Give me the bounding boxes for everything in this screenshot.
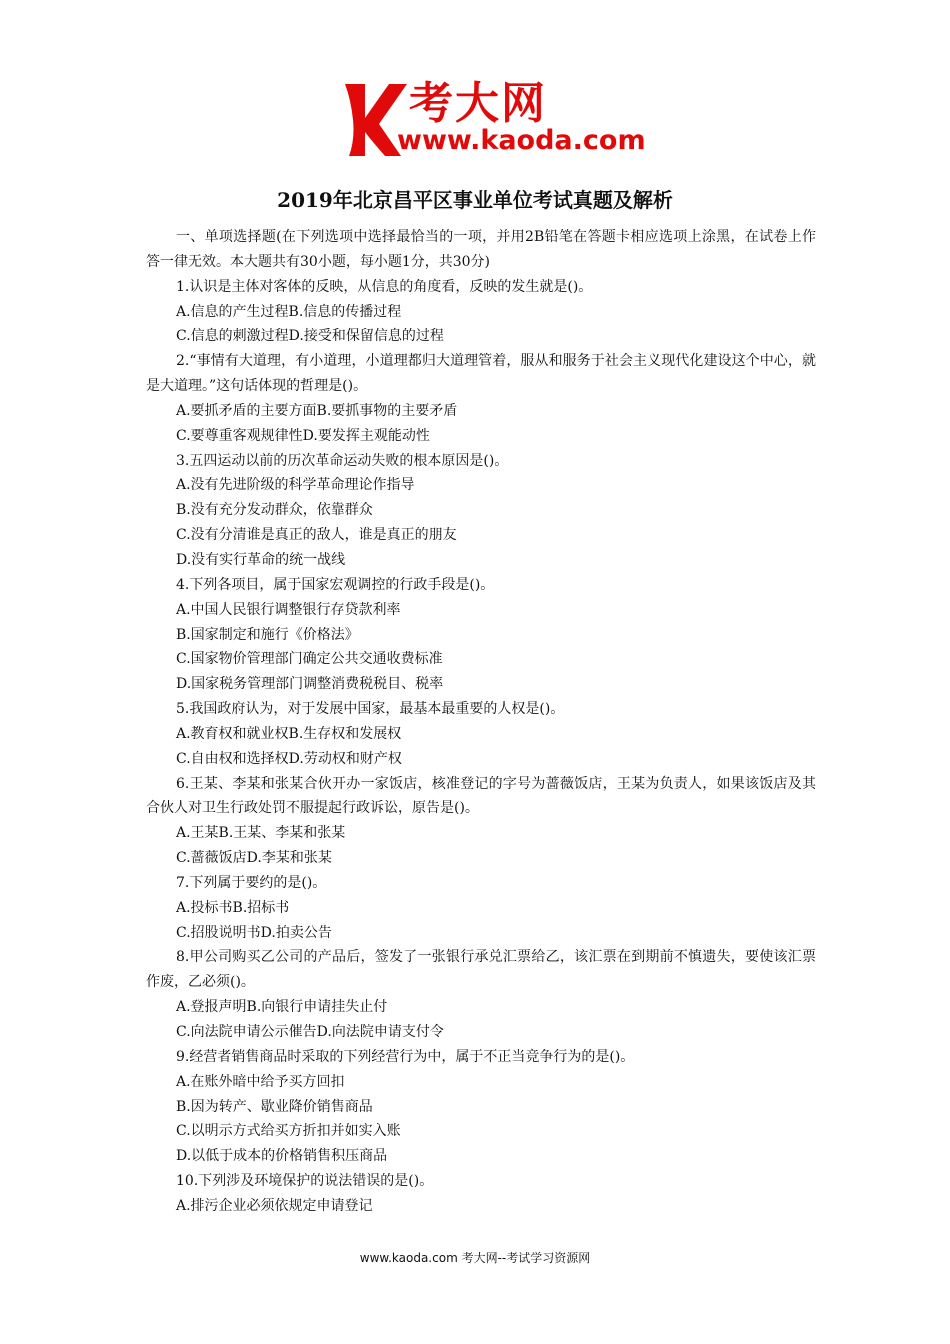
question-9: 9.经营者销售商品时采取的下列经营行为中，属于不正当竞争行为的是()。: [176, 1048, 635, 1065]
option-line: A.信息的产生过程B.信息的传播过程: [176, 303, 402, 320]
kaoda-logo: [341, 80, 661, 160]
logo-text-cn: 考大网: [409, 78, 547, 129]
option-line: A.中国人民银行调整银行存贷款利率: [176, 601, 401, 618]
option-line: A.没有先进阶级的科学革命理论作指导: [176, 477, 415, 494]
page-footer: www.kaoda.com 考大网--考试学习资源网: [359, 1251, 591, 1265]
option-line: A.登报声明B.向银行申请挂失止付: [176, 999, 388, 1016]
option-line: A.王某B.王某、李某和张某: [176, 825, 346, 842]
page-title: 2019年北京昌平区事业单位考试真题及解析: [277, 188, 673, 212]
option-line: B.没有充分发动群众，依靠群众: [176, 502, 373, 519]
option-line: C.以明示方式给买方折扣并如实入账: [176, 1123, 401, 1140]
document-body: [146, 225, 816, 1219]
option-line: A.在账外暗中给予买方回扣: [176, 1073, 345, 1090]
option-line: B.因为转产、歇业降价销售商品: [176, 1098, 373, 1115]
option-line: C.蔷薇饭店D.李某和张某: [176, 850, 332, 867]
option-line: A.投标书B.招标书: [176, 899, 290, 916]
option-line: A.排污企业必须依规定申请登记: [176, 1197, 373, 1214]
option-line: C.向法院申请公示催告D.向法院申请支付令: [176, 1024, 444, 1040]
option-line: A.要抓矛盾的主要方面B.要抓事物的主要矛盾: [176, 402, 458, 419]
option-line: D.以低于成本的价格销售积压商品: [176, 1148, 388, 1165]
option-line: D.国家税务管理部门调整消费税税目、税率: [176, 676, 444, 693]
question-1: 1.认识是主体对客体的反映，从信息的角度看，反映的发生就是()。: [176, 278, 593, 295]
question-4: 4.下列各项目，属于国家宏观调控的行政手段是()。: [176, 576, 495, 593]
question-6: 6.王某、李某和张某合伙开办一家饭店，核准登记的字号为蔷薇饭店，王某为负责人，如果该饭店及其合伙人对卫生行政处罚不服提起行政诉讼，原告是()。: [146, 775, 816, 817]
option-line: C.国家物价管理部门确定公共交通收费标准: [176, 651, 443, 668]
question-2: 2.“事情有大道理，有小道理，小道理都归大道理管着，服从和服务于社会主义现代化建设这个中心，就是大道理。”这句话体现的哲理是()。: [146, 353, 816, 395]
option-line: B.国家制定和施行《价格法》: [176, 626, 359, 643]
logo-url: www.kaoda.com: [397, 125, 646, 156]
option-line: C.招股说明书D.拍卖公告: [176, 924, 332, 941]
question-10: 10.下列涉及环境保护的说法错误的是()。: [176, 1173, 434, 1190]
option-line: C.要尊重客观规律性D.要发挥主观能动性: [176, 427, 430, 444]
section-heading: 一、单项选择题(在下列选项中选择最恰当的一项，并用2B铅笔在答题卡相应选项上涂黑，在试卷上作答一律无效。本大题共有30小题，每小题1分，共30分): [146, 229, 816, 270]
question-5: 5.我国政府认为，对于发展中国家，最基本最重要的人权是()。: [176, 701, 565, 718]
option-line: A.教育权和就业权B.生存权和发展权: [176, 725, 402, 742]
option-line: D.没有实行革命的统一战线: [176, 551, 346, 568]
option-line: C.没有分清谁是真正的敌人，谁是真正的朋友: [176, 527, 457, 544]
question-7: 7.下列属于要约的是()。: [176, 874, 327, 891]
option-line: C.自由权和选择权D.劳动权和财产权: [176, 750, 402, 767]
question-3: 3.五四运动以前的历次革命运动失败的根本原因是()。: [176, 452, 509, 469]
question-8: 8.甲公司购买乙公司的产品后，签发了一张银行承兑汇票给乙，该汇票在到期前不慎遗失，要使该汇票作废，乙必须()。: [146, 949, 816, 991]
option-line: C.信息的刺激过程D.接受和保留信息的过程: [176, 328, 444, 345]
